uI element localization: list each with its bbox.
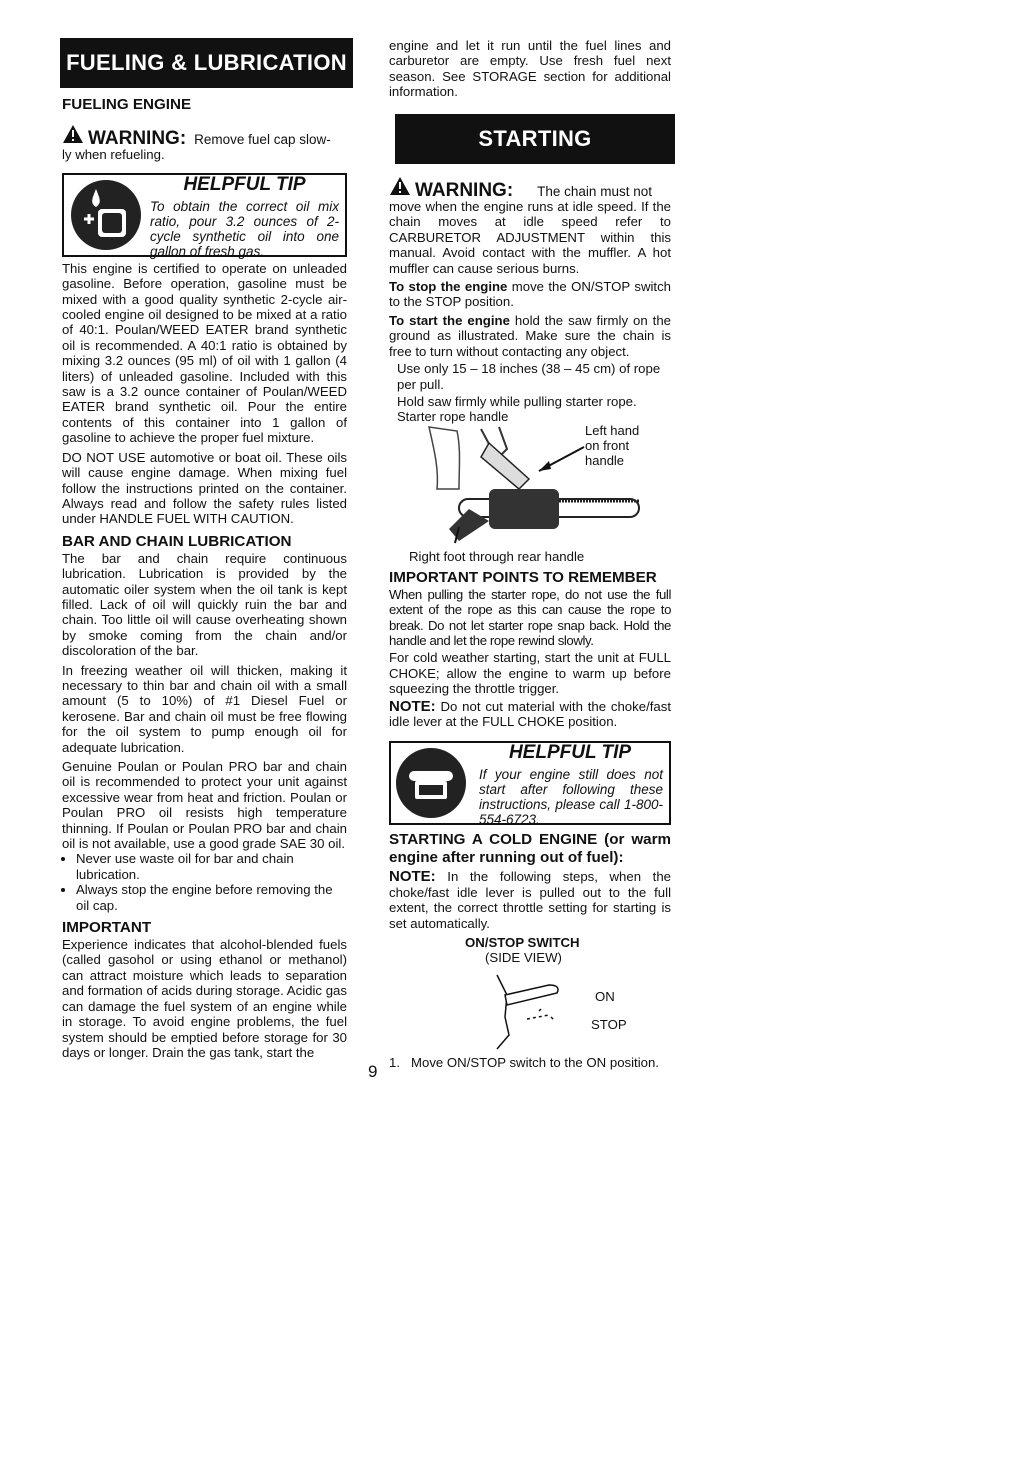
section-banner-fueling: FUELING & LUBRICATION (60, 38, 353, 88)
starting-figure (389, 409, 671, 549)
imp-para-1: When pulling the starter rope, do not use the full extent of the rope as this can cause the rope to break. Do not let starter rope snap back. Hold the handle and let the rope rewind slowly. (389, 586, 671, 648)
warning-label: WARNING: (415, 179, 514, 201)
imp-para-2: For cold weather starting, start the unit at FULL CHOKE; allow the engine to warm up before squeezing the throttle trigger. (389, 650, 671, 697)
note2-text: In the following steps, when the choke/fast idle lever is pulled out to the full extent, the correct throttle setting for starting is set automatically. (389, 869, 671, 931)
step-text: Move ON/STOP switch to the ON position. (411, 1055, 659, 1070)
list-item: • Always stop the engine before removing the oil cap. (76, 882, 347, 913)
fuel-can-icon (70, 179, 142, 251)
fig-right-foot-label: Right foot through rear handle (409, 549, 585, 565)
phone-icon (395, 747, 467, 819)
stop-text: move the ON/STOP switch to the STOP position. (389, 279, 671, 310)
switch-title: ON/STOP SWITCH (465, 935, 580, 950)
tip-title: HELPFUL TIP (508, 742, 632, 764)
fuel-para-2: DO NOT USE automotive or boat oil. These oils will cause engine damage. When mixing fuel follow the instructions printed on the container. Always read and follow the safety rules listed under HANDLE FUEL WITH CAUTION. (62, 449, 347, 527)
step-number: 1. (389, 1055, 400, 1070)
important-para: Experience indicates that alcohol-blended fuels (called gasohol or using ethanol or methanol) can attract moisture which leads to separation and formation of acids during storage. Acidic gas can damage the fuel system of an engine while in storage. To avoid engine problems, the fuel system should be emptied before storage for 30 days or longer. Drain the gas tank, start the (62, 937, 347, 1060)
warning-text-b: ly when refueling. (62, 147, 165, 163)
switch-figure (389, 935, 671, 1055)
note-label: NOTE: (389, 868, 436, 886)
switch-subtitle: (SIDE VIEW) (485, 950, 562, 965)
switch-on-label: ON (595, 989, 615, 1004)
start-text: hold the saw firmly on the ground as illustrated. Make sure the chain is free to turn without contacting any object. (389, 312, 671, 359)
note-label: NOTE: (389, 697, 436, 715)
stop-engine-para (389, 279, 671, 310)
right-column (389, 38, 671, 1070)
cold-engine-heading: STARTING A COLD ENGINE (or warm engine after running out of fuel): (389, 831, 671, 867)
step-1 (389, 1055, 671, 1070)
warning-text-a: Remove fuel cap slow- (194, 132, 331, 147)
switch-illustration (389, 935, 671, 1055)
warning-label: WARNING: (88, 128, 187, 149)
bar-para-1: The bar and chain require continuous lubrication. Lubrication is provided by the automatic oiler system when the oil tank is kept filled. Lack of oil will quickly ruin the bar and chain. Too little oil will cause overheating shown by smoke coming from the chain and/or discoloration of the bar. (62, 550, 347, 659)
switch-stop-label: STOP (591, 1017, 627, 1032)
page-number: 9 (368, 1062, 378, 1081)
start-bold: To start the engine (389, 312, 510, 328)
fig-starter-rope-label: Starter rope handle (397, 409, 509, 425)
bar-para-3: Genuine Poulan or Poulan PRO bar and chain oil is recommended to protect your unit against excessive wear from heat and friction. Poulan or Poulan PRO oil resists high temperature thinning. If Poulan or Poulan PRO bar and chain oil is not available, use a good grade SAE 30 oil. (62, 759, 347, 852)
section-banner-starting: STARTING (395, 114, 675, 164)
fig-left-hand-label: Left hand on front handle (585, 423, 640, 469)
warning-icon (62, 124, 84, 144)
fuel-para-1: This engine is certified to operate on unleaded gasoline. Before operation, gasoline must be mixed with a good quality synthetic 2-cycle air-cooled engine oil designed to be mixed at a ratio of 40:1. Poulan/WEED EATER brand synthetic oil is recommended. A 40:1 ratio is obtained by mixing 3.2 ounces (95 ml) of oil with 1 gallon (4 liters) of unleaded gasoline. Included with this saw is a 3.2 ounce container of Poulan/WEED EATER brand synthetic oil. Pour the entire contents of this container into 1 gallon of gasoline to achieve the proper fuel mixture. (62, 260, 347, 446)
warning-icon (389, 176, 411, 196)
list-item: • Never use waste oil for bar and chain lubrication. (76, 851, 347, 882)
bar-bullets (62, 851, 347, 913)
warning-text-b: move when the engine runs at idle speed. If the chain moves at idle speed refer to CARBURETOR ADJUSTMENT within this manual. Avoid contact with the muffler. A hot muffler can cause serious burns. (389, 199, 671, 276)
use-only-text: Use only 15 – 18 inches (38 – 45 cm) of rope per pull. (397, 361, 661, 392)
important-points-heading: IMPORTANT POINTS TO REMEMBER (389, 568, 657, 586)
warning-text-a: The chain must not (537, 183, 652, 199)
fuel-warning (62, 124, 347, 147)
left-column (62, 38, 347, 1060)
important-heading: IMPORTANT (62, 919, 152, 937)
continued-para: engine and let it run until the fuel lines and carburetor are empty. Use fresh fuel next season. See STORAGE section for additional information. (389, 38, 671, 100)
tip-title: HELPFUL TIP (183, 173, 306, 195)
stop-bold: To stop the engine (389, 279, 508, 295)
helpful-tip-fuel (62, 173, 347, 257)
tip-text: If your engine still does not start after following these instructions, please call 1-800-554-6723. (479, 767, 663, 828)
start-engine-para (389, 313, 671, 359)
saw-illustration (389, 409, 671, 549)
tip-text: To obtain the correct oil mix ratio, pour 3.2 ounces of 2-cycle synthetic oil into one gallon of fresh gas. (150, 198, 339, 259)
bar-chain-heading: BAR AND CHAIN LUBRICATION (62, 532, 292, 550)
helpful-tip-start (389, 741, 671, 828)
hold-saw-text: Hold saw firmly while pulling starter rope. (397, 393, 637, 409)
bar-para-2: In freezing weather oil will thicken, making it necessary to thin bar and chain oil with a small amount (5 to 10%) of #1 Diesel Fuel or kerosene. Bar and chain oil must be free flowing for the oil system to pump enough oil for adequate lubrication. (62, 662, 347, 755)
starting-warning (389, 176, 671, 199)
note2-para (389, 869, 671, 931)
note-text: Do not cut material with the choke/fast idle lever at the FULL CHOKE position. (389, 698, 671, 729)
note-para (389, 699, 671, 730)
fueling-heading: FUELING ENGINE (62, 96, 192, 113)
